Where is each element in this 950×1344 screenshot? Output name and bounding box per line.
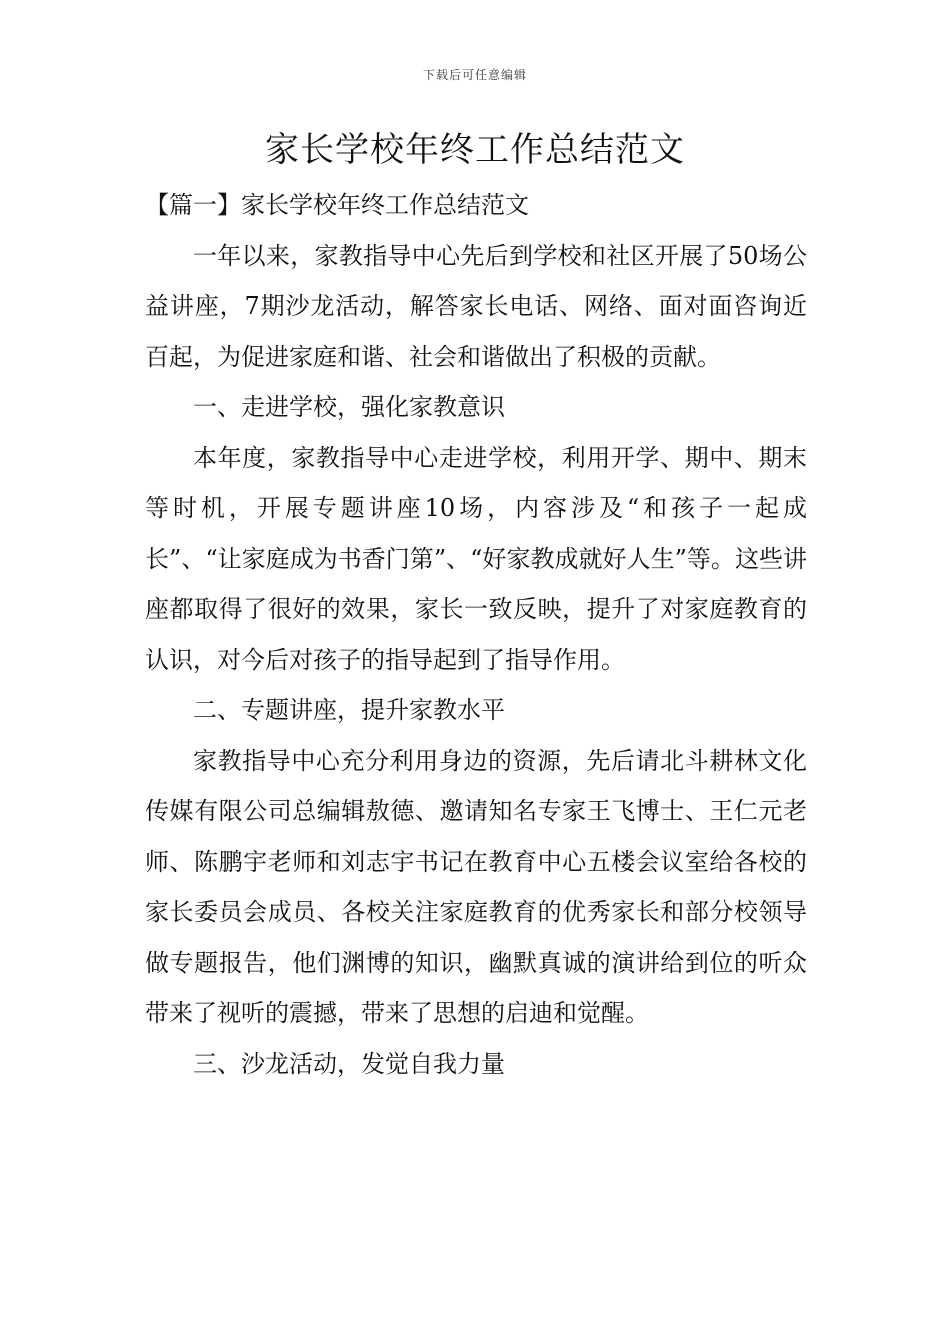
document-title: 家长学校年终工作总结范文 <box>265 130 685 170</box>
section-3-heading: 三、沙龙活动，发觉自我力量 <box>193 1049 505 1078</box>
header-note: 下载后可任意编辑 <box>422 68 527 82</box>
document-body <box>145 180 807 1089</box>
section-1-paragraph: 本年度，家教指导中心走进学校，利用开学、期中、期末等时机，开展专题讲座10场，内容涉及“和孩子一起成长”、“让家庭成为书香门第”、“好家教成就好人生”等。这些讲座都取得了很好的效果，家长一致反映，提升了对家庭教育的认识，对今后对孩子的指导起到了指导作用。 <box>145 443 807 674</box>
section-1-heading: 一、走进学校，强化家教意识 <box>193 393 505 421</box>
intro-paragraph: 一年以来，家教指导中心先后到学校和社区开展了50场公益讲座，7期沙龙活动，解答家长电话、网络、面对面咨询近百起，为促进家庭和谐、社会和谐做出了积极的贡献。 <box>145 241 807 371</box>
section-2-heading: 二、专题讲座，提升家教水平 <box>193 696 505 724</box>
document-subtitle: 【篇一】家长学校年终工作总结范文 <box>145 191 529 219</box>
section-2-paragraph: 家教指导中心充分利用身边的资源，先后请北斗耕林文化传媒有限公司总编辑敖德、邀请知名专家王飞博士、王仁元老师、陈鹏宇老师和刘志宇书记在教育中心五楼会议室给各校的家长委员会成员、各校关注家庭教育的优秀家长和部分校领导做专题报告，他们渊博的知识，幽默真诚的演讲给到位的听众带来了视听的震撼，带来了思想的启迪和觉醒。 <box>145 746 807 1027</box>
